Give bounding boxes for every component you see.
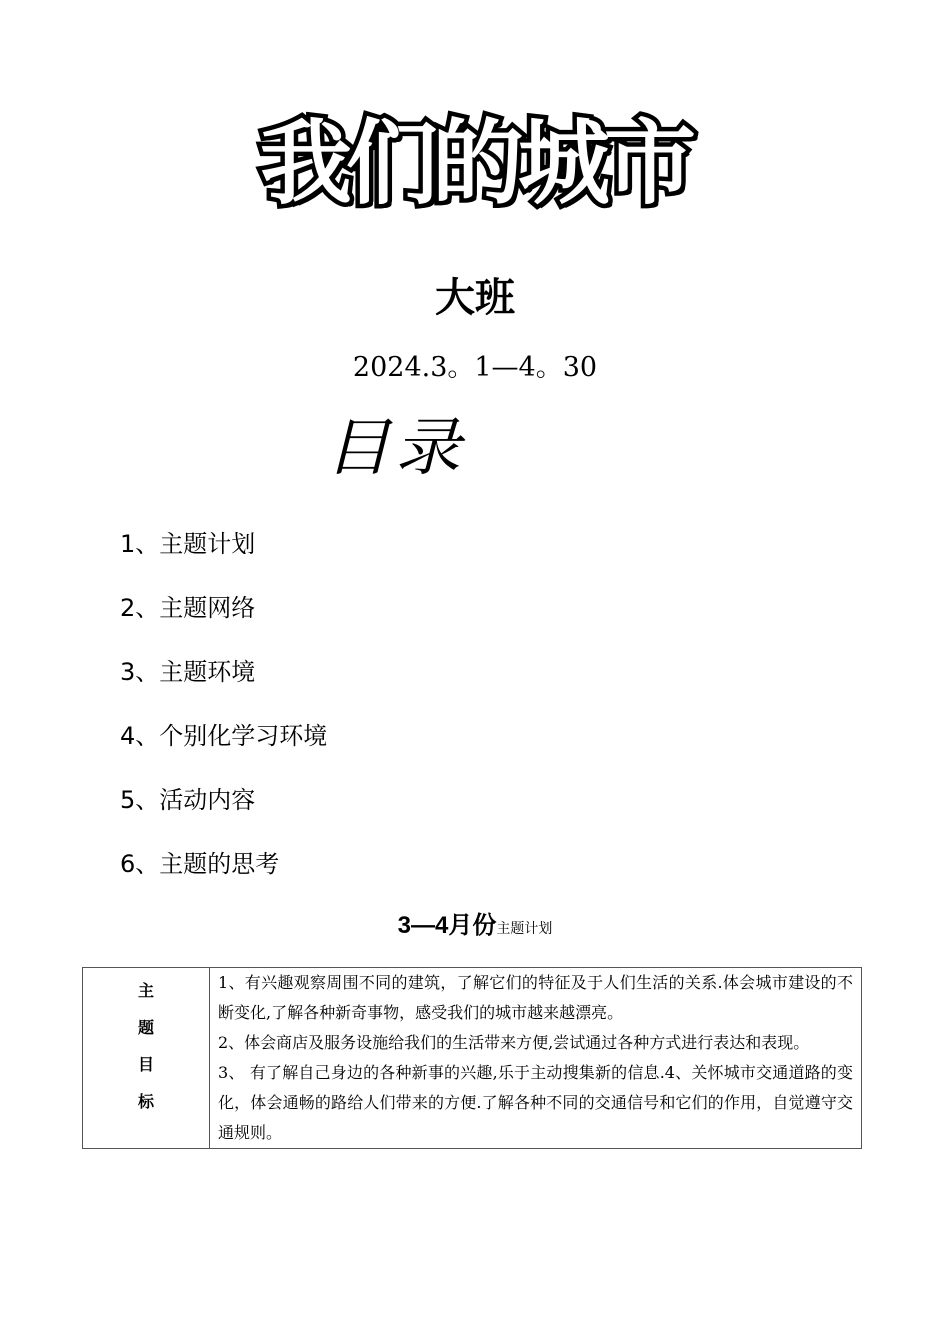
goals-label-char: 目 [137, 1055, 154, 1074]
toc-item: 3、主题环境 [120, 658, 256, 686]
toc-heading: 目录 [320, 410, 480, 485]
grade-label: 大班 [435, 275, 515, 321]
plan-title-sub: 主题计划 [496, 920, 553, 936]
table-row [83, 968, 862, 1149]
toc-list [120, 528, 327, 912]
toc-item: 4、个别化学习环境 [120, 722, 328, 750]
toc-item: 2、主题网络 [120, 594, 256, 622]
goals-table [82, 967, 862, 1149]
goal-paragraph: 3、 有了解自己身边的各种新事的兴趣,乐于主动搜集新的信息.4、关怀城市交通道路的变化，体会通畅的路给人们带来的方便.了解各种不同的交通信号和它们的作用，自觉遵守交通规则。 [218, 1063, 853, 1142]
plan-title [0, 914, 950, 938]
plan-title-main: 3—4月份 [397, 912, 497, 939]
cover-title: 我们的城市 [259, 110, 690, 217]
toc-item: 5、活动内容 [120, 786, 256, 814]
goals-label-cell [83, 968, 210, 1149]
toc-item: 1、主题计划 [120, 530, 256, 558]
goals-label-char: 标 [137, 1092, 154, 1111]
goal-paragraph: 2、体会商店及服务设施给我们的生活带来方便,尝试通过各种方式进行表达和表现。 [218, 1033, 810, 1052]
goals-content-cell [210, 968, 862, 1149]
goal-paragraph: 1、有兴趣观察周围不同的建筑，了解它们的特征及于人们生活的关系.体会城市建设的不断变化,了解各种新奇事物，感受我们的城市越来越漂亮。 [218, 973, 853, 1022]
toc-item: 6、主题的思考 [120, 850, 280, 878]
goals-label-char: 主 [137, 981, 154, 1000]
date-range: 2024.3。1—4。30 [352, 352, 598, 383]
goals-label-char: 题 [137, 1018, 154, 1037]
